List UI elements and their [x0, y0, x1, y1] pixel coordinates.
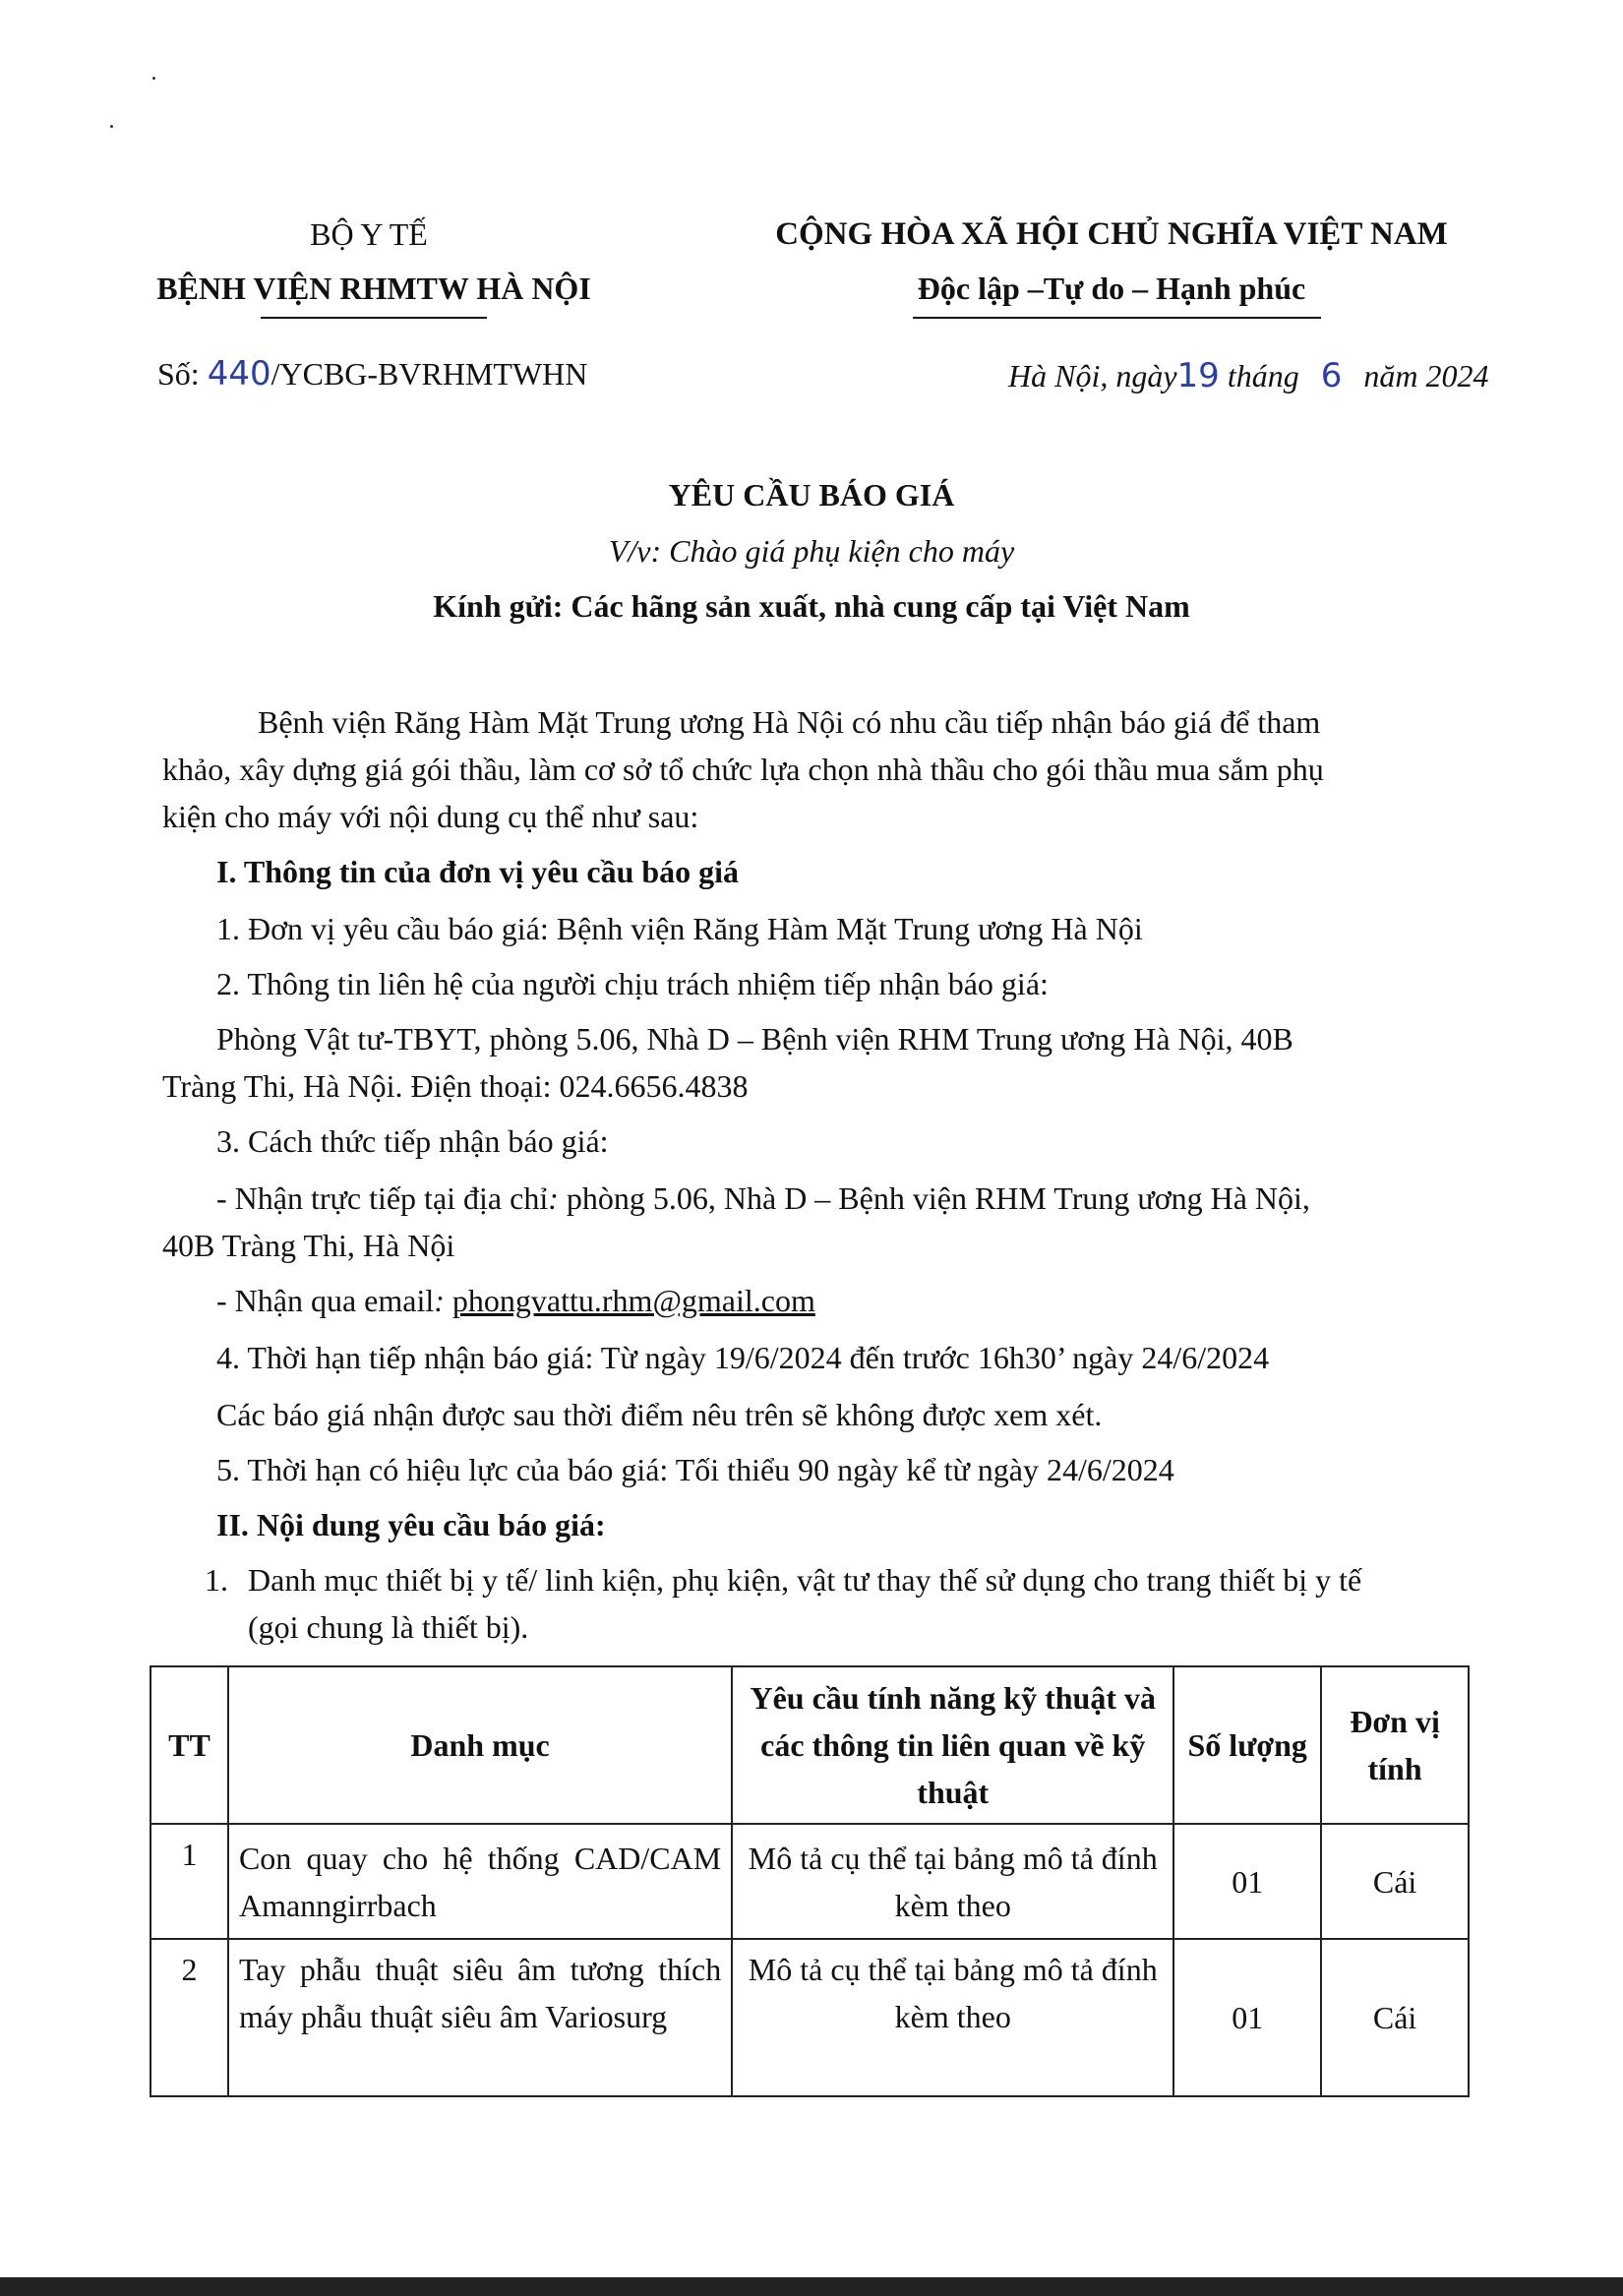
direct-receipt-prefix: - Nhận trực tiếp tại địa chỉ [216, 1180, 549, 1216]
document-subject: V/v: Chào giá phụ kiện cho máy [608, 533, 1015, 569]
ministry-name: BỘ Y TẾ [310, 216, 428, 252]
intro-line-3: kiện cho máy với nội dung cụ thể như sau: [162, 799, 699, 834]
number-prefix: Số: [157, 356, 200, 392]
section2-item1-number: 1. [205, 1562, 228, 1598]
date-part1: Hà Nội, ngày [1008, 358, 1177, 393]
email-line [216, 1281, 815, 1320]
nation-motto: Độc lập –Tự do – Hạnh phúc [917, 271, 1306, 306]
row-tt: 1 [150, 1824, 228, 1939]
colon-mark: : [548, 1180, 559, 1216]
late-note: Các báo giá nhận được sau thời điểm nêu trên sẽ không được xem xét. [216, 1397, 1103, 1432]
hospital-underline [261, 317, 487, 319]
handwritten-day: 19 [1176, 356, 1220, 395]
email-prefix: - Nhận qua email [216, 1283, 435, 1318]
row-requirements: Mô tả cụ thể tại bảng mô tả đính kèm theo [732, 1824, 1173, 1939]
section1-item3: 3. Cách thức tiếp nhận báo giá: [216, 1123, 609, 1159]
motto-underline [913, 317, 1321, 319]
section1-item2: 2. Thông tin liên hệ của người chịu trách nhiệm tiếp nhận báo giá: [216, 966, 1049, 1001]
number-suffix: /YCBG-BVRHMTWHN [270, 356, 588, 392]
section1-item5: 5. Thời hạn có hiệu lực của báo giá: Tối thiểu 90 ngày kể từ ngày 24/6/2024 [216, 1452, 1174, 1487]
direct-receipt-address: phòng 5.06, Nhà D – Bệnh viện RHM Trung ương Hà Nội, [566, 1180, 1310, 1216]
header-category: Danh mục [228, 1666, 732, 1824]
section1-item4: 4. Thời hạn tiếp nhận báo giá: Từ ngày 19/6/2024 đến trước 16h30’ ngày 24/6/2024 [216, 1340, 1270, 1375]
header-requirements: Yêu cầu tính năng kỹ thuật và các thông tin liên quan về kỹ thuật [732, 1666, 1173, 1824]
scan-speck [152, 77, 155, 80]
row-unit: Cái [1321, 1824, 1469, 1939]
scan-bottom-edge [0, 2277, 1623, 2296]
section2-heading: II. Nội dung yêu cầu báo giá: [216, 1507, 606, 1542]
section2-item1-line2: (gọi chung là thiết bị). [248, 1609, 529, 1645]
header-tt: TT [150, 1666, 228, 1824]
handwritten-number: 440 [207, 354, 271, 393]
row-requirements: Mô tả cụ thể tại bảng mô tả đính kèm theo [732, 1939, 1173, 2096]
handwritten-month: 6 [1320, 356, 1343, 395]
contact-line-1: Phòng Vật tư-TBYT, phòng 5.06, Nhà D – Bệnh viện RHM Trung ương Hà Nội, 40B [216, 1021, 1293, 1057]
direct-receipt-line-1 [216, 1178, 1310, 1218]
scan-speck [110, 125, 113, 128]
section2-item1-line1: Danh mục thiết bị y tế/ linh kiện, phụ kiện, vật tư thay thế sử dụng cho trang thiết bị y tế [248, 1562, 1362, 1598]
row-quantity: 01 [1173, 1824, 1321, 1939]
section1-item1: 1. Đơn vị yêu cầu báo giá: Bệnh viện Răng Hàm Mặt Trung ương Hà Nội [216, 911, 1143, 946]
row-unit: Cái [1321, 1939, 1469, 2096]
header-quantity: Số lượng [1173, 1666, 1321, 1824]
requirements-table [150, 1665, 1470, 2097]
intro-line-2: khảo, xây dựng giá gói thầu, làm cơ sở tổ chức lựa chọn nhà thầu cho gói thầu mua sắm phụ [162, 752, 1324, 787]
row-category: Tay phẫu thuật siêu âm tương thích máy phẫu thuật siêu âm Variosurg [228, 1939, 732, 2096]
document-number [157, 354, 587, 393]
header-unit: Đơn vị tính [1321, 1666, 1469, 1824]
nation-title: CỘNG HÒA XÃ HỘI CHỦ NGHĨA VIỆT NAM [775, 216, 1448, 252]
direct-receipt-line-2: 40B Tràng Thi, Hà Nội [162, 1228, 455, 1263]
contact-line-2: Tràng Thi, Hà Nội. Điện thoại: 024.6656.4838 [162, 1068, 749, 1104]
document-date [1008, 356, 1488, 395]
document-title: YÊU CẦU BÁO GIÁ [668, 477, 955, 513]
date-part3: năm 2024 [1363, 358, 1489, 393]
table-row [150, 1939, 1469, 2096]
row-tt: 2 [150, 1939, 228, 2096]
hospital-name: BỆNH VIỆN RHMTW HÀ NỘI [156, 271, 591, 306]
intro-line-1: Bệnh viện Răng Hàm Mặt Trung ương Hà Nội có nhu cầu tiếp nhận báo giá để tham [258, 704, 1321, 740]
email-link[interactable]: phongvattu.rhm@gmail.com [451, 1283, 815, 1318]
date-part2: tháng [1227, 358, 1299, 393]
colon-mark: : [434, 1283, 445, 1318]
table-header-row [150, 1666, 1469, 1824]
table-row [150, 1824, 1469, 1939]
row-quantity: 01 [1173, 1939, 1321, 2096]
document-recipient: Kính gửi: Các hãng sản xuất, nhà cung cấp tại Việt Nam [433, 588, 1190, 624]
section1-heading: I. Thông tin của đơn vị yêu cầu báo giá [216, 854, 740, 889]
row-category: Con quay cho hệ thống CAD/CAM Amanngirrbach [228, 1824, 732, 1939]
